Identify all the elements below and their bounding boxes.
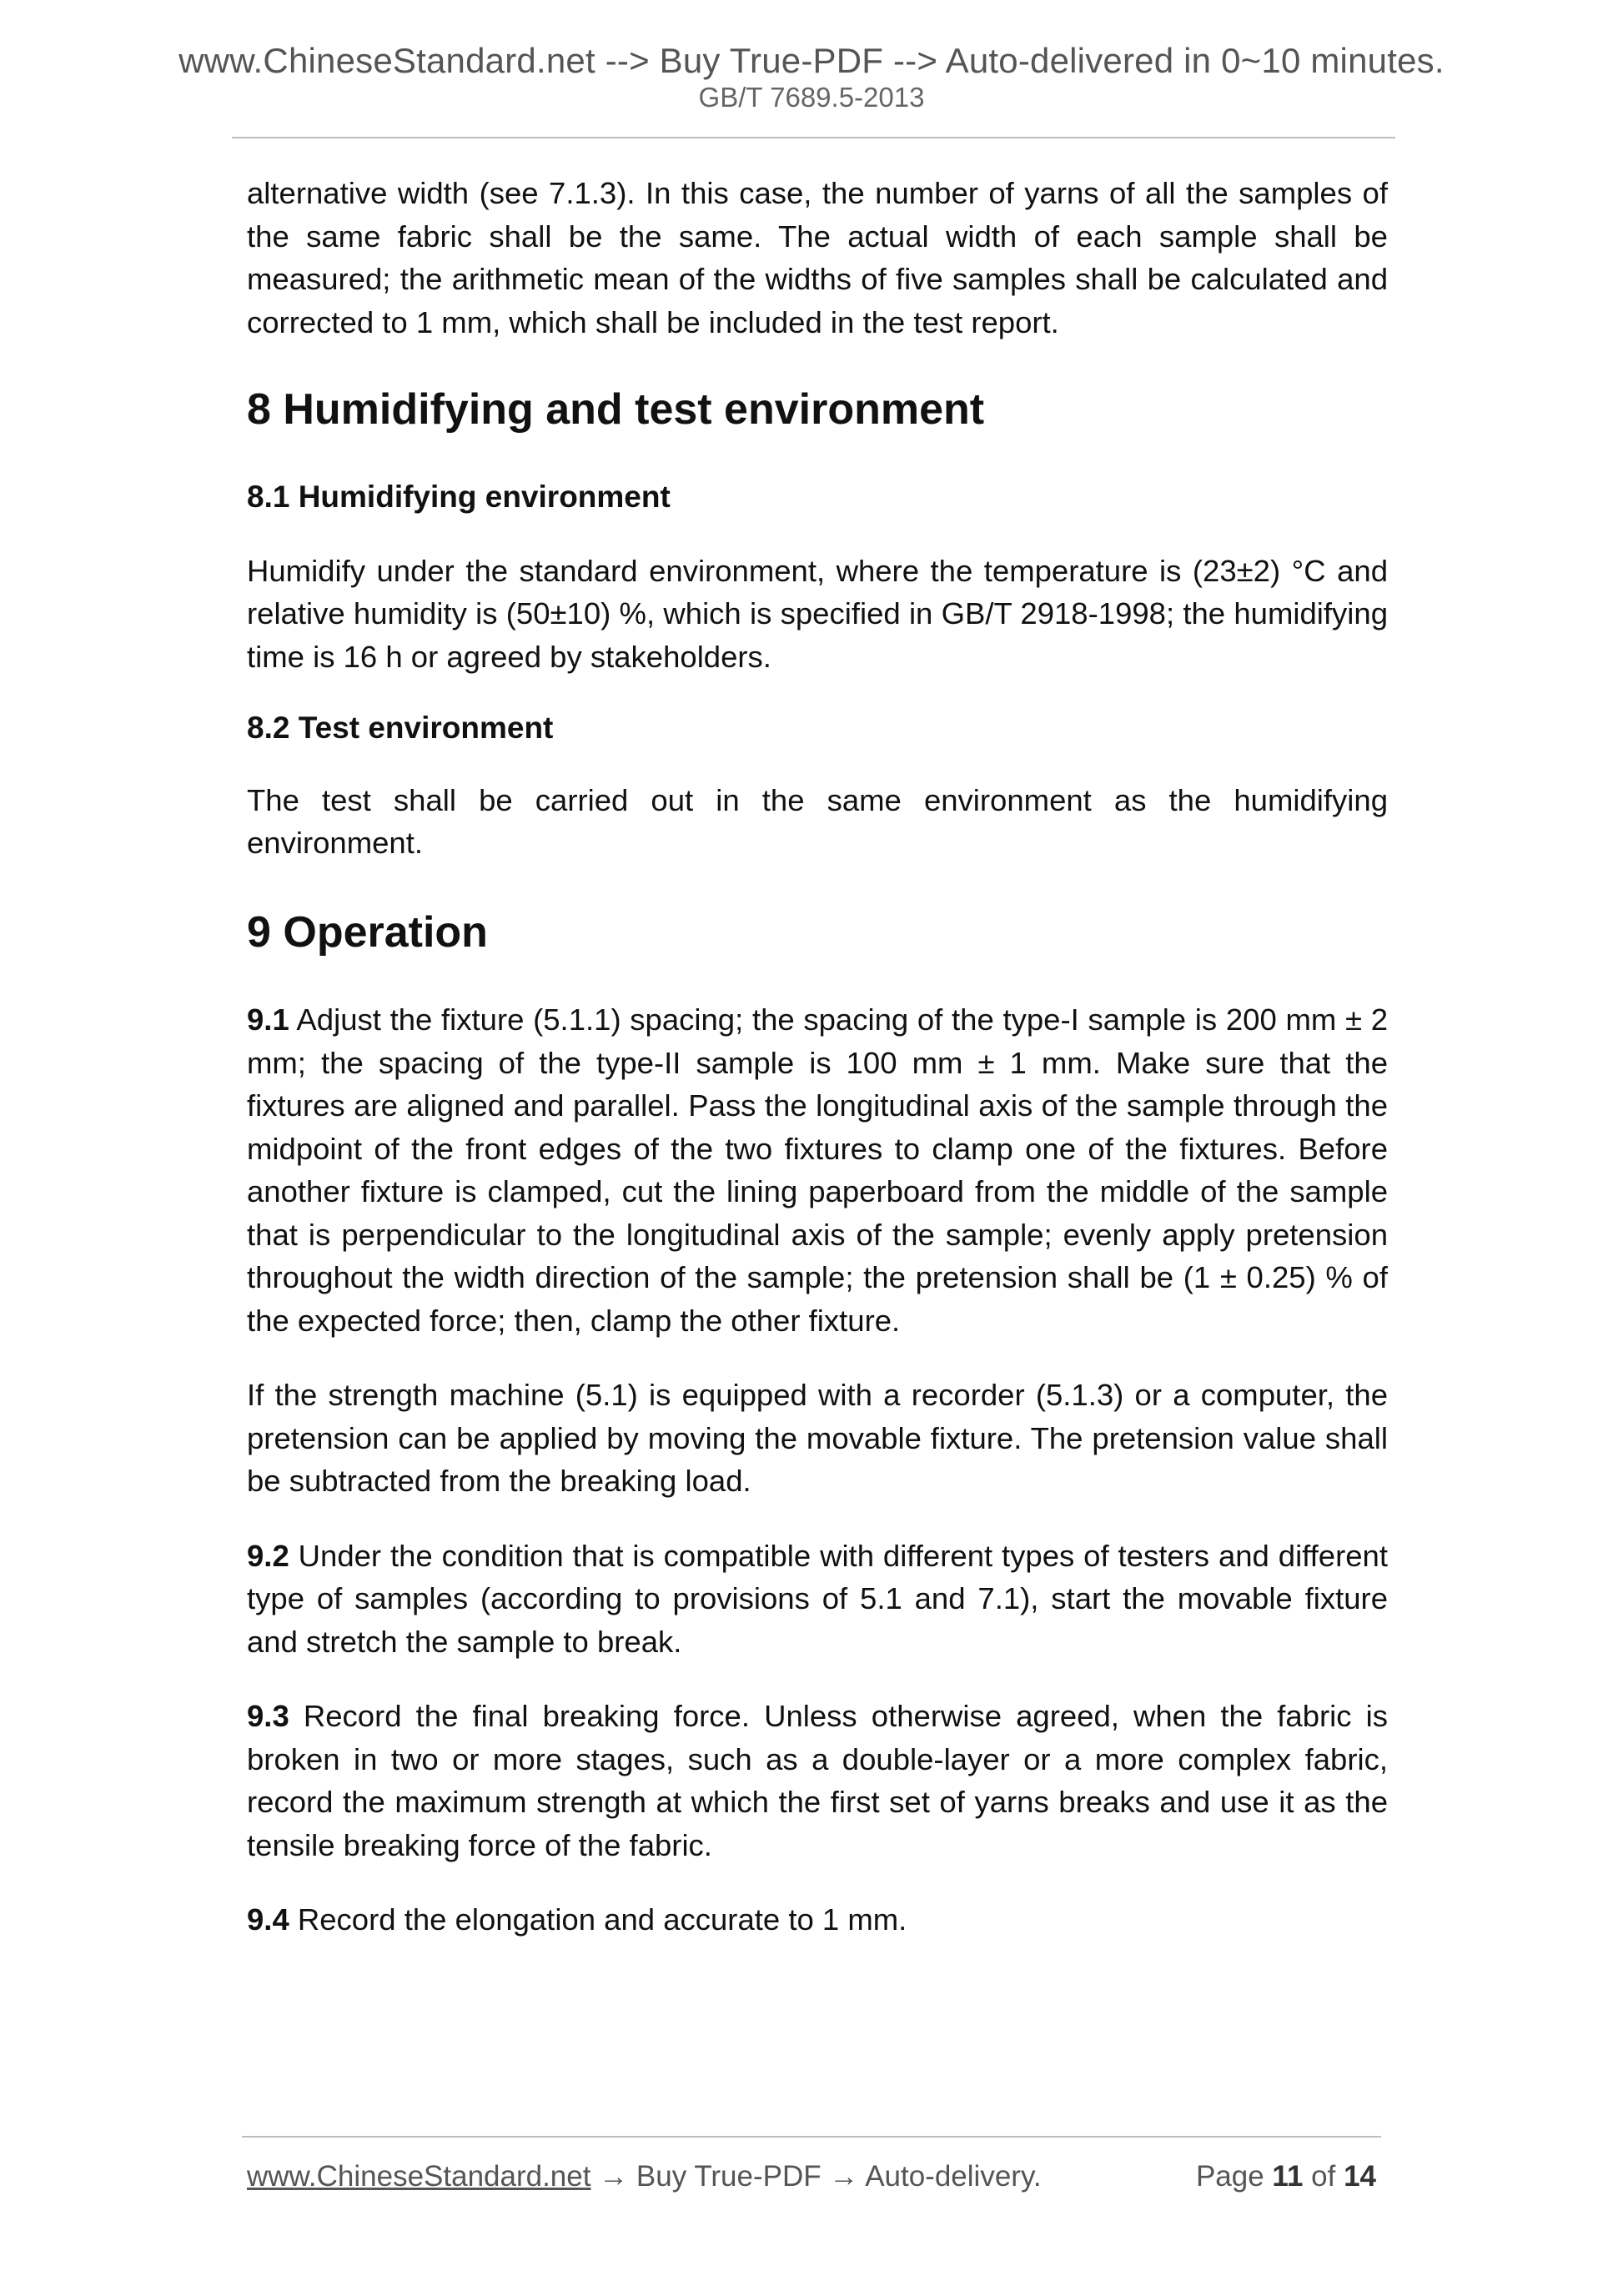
clause-9-2-number: 9.2 (247, 1538, 289, 1573)
clause-9-2-text: Under the condition that is compatible with different types of testers and different type of samples (according to provisions of 5.1 and 7.1), start the movable fixture and stretch the sample to break. (247, 1538, 1388, 1659)
page-number (1196, 2160, 1376, 2193)
footer-site-link[interactable]: www.ChineseStandard.net (247, 2160, 591, 2193)
section-8-2-text: The test shall be carried out in the same environment as the humidifying environment. (247, 782, 1388, 861)
footer-arrow-icon: → (821, 2160, 866, 2193)
footer-delivery-text: Auto-delivery. (865, 2160, 1042, 2193)
clause-9-2 (247, 1535, 1388, 1664)
footer-links (247, 2160, 1042, 2193)
section-8-heading: 8 Humidifying and test environment (247, 385, 985, 434)
footer-arrow-icon: → (590, 2160, 636, 2193)
standard-code: GB/T 7689.5-2013 (698, 82, 925, 113)
footer-buy-text: Buy True-PDF (636, 2160, 822, 2193)
clause-9-1-number: 9.1 (247, 1002, 289, 1037)
footer-divider (242, 2136, 1381, 2138)
clause-9-3-text: Record the final breaking force. Unless otherwise agreed, when the fabric is broken in two or more stages, such as a double-layer or a more complex fabric, record the maximum strength at which the first set of yarns breaks and use it as the tensile breaking force of the fabric. (247, 1699, 1388, 1862)
section-9-heading: 9 Operation (247, 907, 488, 957)
clause-9-4-text: Record the elongation and accurate to 1 mm. (289, 1902, 907, 1937)
clause-9-4-number: 9.4 (247, 1902, 289, 1937)
current-page: 11 (1272, 2160, 1304, 2193)
page-label: Page (1195, 2160, 1273, 2193)
clause-9-4 (247, 1898, 1388, 1942)
clause-9-1-text: Adjust the fixture (5.1.1) spacing; the spacing of the type-I sample is 200 mm ± 2 mm; the spacing of the type-II sample is 100 mm ± 1 mm. Make sure that the fixtures are aligned and parallel. Pass the longitudinal axis of the sample through the midpoint of the front edges of the two fixtures to clamp one of the fixtures. Before another fixture is clamped, cut the lining paperboard from the middle of the sample that is perpendicular to the longitudinal axis of the sample; evenly apply pretension throughout the width direction of the sample; the pretension shall be (1 ± 0.25) % of the expected force; then, clamp the other fixture. (247, 1002, 1388, 1338)
header-banner: www.ChineseStandard.net --> Buy True-PDF --> Auto-delivered in 0~10 minutes. (178, 41, 1445, 80)
section-8-1-text: Humidify under the standard environment, where the temperature is (23±2) °C and relative humidity is (50±10) %, which is specified in GB/T 2918-1998; the humidifying time is 16 h or agreed by stakeholders. (247, 553, 1388, 674)
section-8-2-heading: 8.2 Test environment (247, 711, 554, 746)
total-pages: 14 (1344, 2160, 1376, 2193)
document-body (247, 172, 1388, 1942)
clause-9-1-continuation: If the strength machine (5.1) is equipped with a recorder (5.1.3) or a computer, the pretension can be applied by moving the movable fixture. The pretension value shall be subtracted from the breaking load. (247, 1378, 1388, 1499)
of-label: of (1303, 2160, 1344, 2193)
clause-9-3 (247, 1695, 1388, 1866)
section-8-1-heading: 8.1 Humidifying environment (247, 480, 671, 515)
clause-9-3-number: 9.3 (247, 1699, 289, 1734)
intro-paragraph: alternative width (see 7.1.3). In this case, the number of yarns of all the samples of the same fabric shall be the same. The actual width of each sample shall be measured; the arithmetic mean of the widths of five samples shall be calculated and corrected to 1 mm, which shall be included in the test report. (247, 176, 1388, 339)
clause-9-1 (247, 998, 1388, 1342)
header-divider (232, 137, 1395, 138)
